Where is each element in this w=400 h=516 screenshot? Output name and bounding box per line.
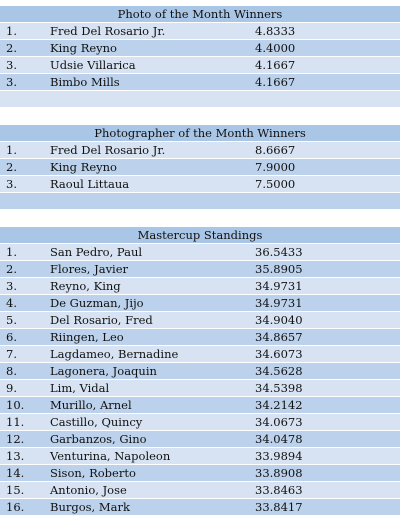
score-cell: 33.8417 <box>255 500 303 514</box>
table-row <box>0 57 400 74</box>
score-cell: 4.4000 <box>255 41 296 55</box>
name-cell: Reyno, King <box>50 279 121 293</box>
score-cell: 8.6667 <box>255 143 296 157</box>
table-row <box>0 414 400 431</box>
score-cell: 34.0673 <box>255 415 303 429</box>
score-cell: 33.8463 <box>255 483 303 497</box>
name-cell: Venturina, Napoleon <box>50 449 171 463</box>
table-row <box>0 278 400 295</box>
score-cell: 34.9040 <box>255 313 303 327</box>
photographer-of-month-table <box>0 125 400 210</box>
score-cell: 4.8333 <box>255 24 296 38</box>
rank-cell: 7. <box>6 347 17 361</box>
rank-cell: 2. <box>6 160 17 174</box>
score-cell: 34.8657 <box>255 330 303 344</box>
name-cell: Antonio, Jose <box>50 483 127 497</box>
score-cell: 4.1667 <box>255 75 296 89</box>
name-cell: Murillo, Arnel <box>50 398 132 412</box>
table-row <box>0 312 400 329</box>
rank-cell: 5. <box>6 313 17 327</box>
rank-cell: 6. <box>6 330 17 344</box>
table-row <box>0 397 400 414</box>
rank-cell: 1. <box>6 24 17 38</box>
name-cell: King Reyno <box>50 41 117 55</box>
name-cell: Fred Del Rosario Jr. <box>50 143 166 157</box>
table-row <box>0 499 400 516</box>
rank-cell: 3. <box>6 177 17 191</box>
table-row <box>0 74 400 91</box>
table-blank-row <box>0 91 400 108</box>
name-cell: Burgos, Mark <box>50 500 130 514</box>
table-row <box>0 23 400 40</box>
name-cell: Lagonera, Joaquin <box>50 364 157 378</box>
name-cell: Fred Del Rosario Jr. <box>50 24 166 38</box>
table-row <box>0 431 400 448</box>
rank-cell: 9. <box>6 381 17 395</box>
table-row <box>0 465 400 482</box>
photo-of-month-table <box>0 6 400 108</box>
table-row <box>0 142 400 159</box>
rank-cell: 16. <box>6 500 25 514</box>
rank-cell: 8. <box>6 364 17 378</box>
table-row <box>0 363 400 380</box>
score-cell: 34.2142 <box>255 398 303 412</box>
rank-cell: 14. <box>6 466 25 480</box>
table-row <box>0 380 400 397</box>
table-row <box>0 295 400 312</box>
score-cell: 7.9000 <box>255 160 296 174</box>
rank-cell: 10. <box>6 398 25 412</box>
score-cell: 36.5433 <box>255 245 303 259</box>
score-cell: 33.9894 <box>255 449 303 463</box>
score-cell: 34.0478 <box>255 432 303 446</box>
score-cell: 4.1667 <box>255 58 296 72</box>
score-cell: 34.9731 <box>255 296 303 310</box>
name-cell: Raoul Littaua <box>50 177 130 191</box>
table-row <box>0 244 400 261</box>
rank-cell: 3. <box>6 58 17 72</box>
table-row <box>0 176 400 193</box>
rank-cell: 3. <box>6 279 17 293</box>
score-cell: 34.6073 <box>255 347 303 361</box>
name-cell: Del Rosario, Fred <box>50 313 153 327</box>
rank-cell: 3. <box>6 75 17 89</box>
name-cell: Lagdameo, Bernadine <box>50 347 179 361</box>
rank-cell: 2. <box>6 262 17 276</box>
name-cell: Riingen, Leo <box>50 330 124 344</box>
table-row <box>0 482 400 499</box>
mastercup-title: Mastercup Standings <box>0 227 400 244</box>
name-cell: Garbanzos, Gino <box>50 432 147 446</box>
score-cell: 7.5000 <box>255 177 296 191</box>
rank-cell: 1. <box>6 143 17 157</box>
photo-of-month-rows <box>0 23 400 91</box>
score-cell: 34.5398 <box>255 381 303 395</box>
table-row <box>0 40 400 57</box>
name-cell: Castillo, Quincy <box>50 415 143 429</box>
photo-of-month-title: Photo of the Month Winners <box>0 6 400 23</box>
name-cell: Sison, Roberto <box>50 466 136 480</box>
score-cell: 33.8908 <box>255 466 303 480</box>
table-blank-row <box>0 193 400 210</box>
rank-cell: 12. <box>6 432 25 446</box>
score-cell: 35.8905 <box>255 262 303 276</box>
score-cell: 34.9731 <box>255 279 303 293</box>
photographer-of-month-title: Photographer of the Month Winners <box>0 125 400 142</box>
mastercup-table <box>0 227 400 516</box>
name-cell: De Guzman, Jijo <box>50 296 144 310</box>
rank-cell: 1. <box>6 245 17 259</box>
table-row <box>0 159 400 176</box>
name-cell: Bimbo Mills <box>50 75 120 89</box>
rank-cell: 4. <box>6 296 17 310</box>
name-cell: Udsie Villarica <box>50 58 136 72</box>
rank-cell: 2. <box>6 41 17 55</box>
table-row <box>0 261 400 278</box>
name-cell: King Reyno <box>50 160 117 174</box>
rank-cell: 15. <box>6 483 25 497</box>
table-row <box>0 448 400 465</box>
name-cell: Lim, Vidal <box>50 381 110 395</box>
table-row <box>0 329 400 346</box>
rank-cell: 13. <box>6 449 25 463</box>
name-cell: San Pedro, Paul <box>50 245 143 259</box>
score-cell: 34.5628 <box>255 364 303 378</box>
photographer-of-month-rows <box>0 142 400 193</box>
mastercup-rows <box>0 244 400 516</box>
rank-cell: 11. <box>6 415 25 429</box>
name-cell: Flores, Javier <box>50 262 129 276</box>
table-row <box>0 346 400 363</box>
